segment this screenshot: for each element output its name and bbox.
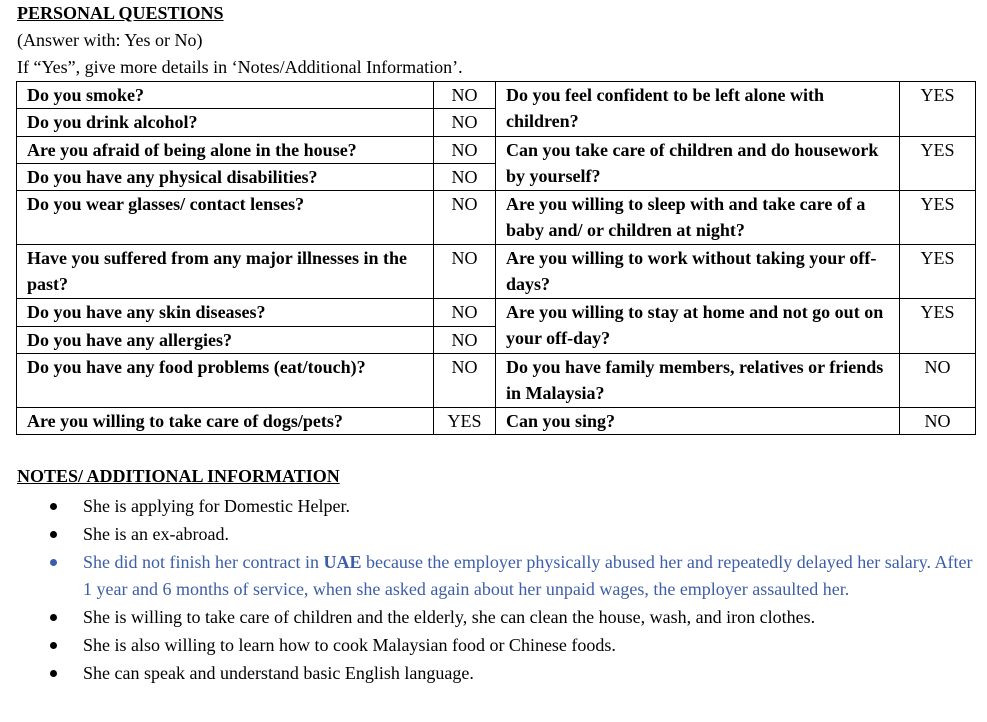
page-title: PERSONAL QUESTIONS <box>17 3 224 23</box>
question-cell: Do you have any allergies? <box>17 327 434 354</box>
bullet-icon <box>50 503 57 510</box>
bullet-icon <box>50 670 57 677</box>
answer-cell: YES <box>900 82 976 137</box>
question-cell: Do you have any skin diseases? <box>17 299 434 327</box>
note-text: She is willing to take care of children and the elderly, she can clean the house, wash, and iron clothes. <box>83 607 816 627</box>
question-cell: Can you take care of children and do housework by yourself? <box>496 137 900 191</box>
list-item-highlight <box>17 549 982 603</box>
answer-cell: YES <box>434 408 496 435</box>
question-cell: Are you afraid of being alone in the house? <box>17 137 434 164</box>
answer-cell: NO <box>434 191 496 245</box>
question-cell: Do you feel confident to be left alone with children? <box>496 82 900 137</box>
bullet-icon <box>50 559 57 566</box>
answer-cell: NO <box>434 82 496 109</box>
list-item <box>17 604 982 631</box>
answer-cell: NO <box>434 109 496 137</box>
question-cell: Do you drink alcohol? <box>17 109 434 137</box>
list-item <box>17 660 982 687</box>
notes-list <box>17 493 982 688</box>
question-cell: Do you have any food problems (eat/touch)? <box>17 354 434 408</box>
note-text-pre: She did not finish her contract in <box>83 552 324 572</box>
instruction-details-line: If “Yes”, give more details in ‘Notes/Additional Information’. <box>17 57 463 77</box>
question-cell: Are you willing to sleep with and take care of a baby and/ or children at night? <box>496 191 900 245</box>
list-item <box>17 632 982 659</box>
answer-cell: YES <box>900 191 976 245</box>
answer-cell: NO <box>434 245 496 299</box>
note-text-post: because the employer physically abused her and repeatedly delayed her salary. After 1 year and 6 months of service, when she asked again about her unpaid wages, the employer assaulted her. <box>83 552 973 599</box>
notes-title: NOTES/ ADDITIONAL INFORMATION <box>17 466 340 486</box>
bullet-icon <box>50 531 57 538</box>
personal-questions-table <box>16 81 976 435</box>
answer-cell: NO <box>900 354 976 408</box>
answer-cell: YES <box>900 137 976 191</box>
answer-cell: NO <box>434 164 496 191</box>
question-cell: Are you willing to stay at home and not go out on your off-day? <box>496 299 900 354</box>
list-item <box>17 493 982 520</box>
bullet-icon <box>50 642 57 649</box>
question-cell: Have you suffered from any major illnesses in the past? <box>17 245 434 299</box>
question-cell: Are you willing to take care of dogs/pets? <box>17 408 434 435</box>
note-country: UAE <box>323 552 362 572</box>
note-text: She is also willing to learn how to cook Malaysian food or Chinese foods. <box>83 635 616 655</box>
question-cell: Are you willing to work without taking your off-days? <box>496 245 900 299</box>
question-cell: Do you have any physical disabilities? <box>17 164 434 191</box>
bullet-icon <box>50 614 57 621</box>
instruction-line: (Answer with: Yes or No) <box>17 30 203 50</box>
list-item <box>17 521 982 548</box>
answer-cell: NO <box>900 408 976 435</box>
answer-cell: NO <box>434 137 496 164</box>
answer-cell: NO <box>434 354 496 408</box>
note-text: She is applying for Domestic Helper. <box>83 496 350 516</box>
question-cell: Do you smoke? <box>17 82 434 109</box>
answer-cell: NO <box>434 299 496 327</box>
note-text: She can speak and understand basic English language. <box>83 663 474 683</box>
answer-cell: NO <box>434 327 496 354</box>
answer-cell: YES <box>900 299 976 354</box>
question-cell: Do you wear glasses/ contact lenses? <box>17 191 434 245</box>
answer-cell: YES <box>900 245 976 299</box>
question-cell: Can you sing? <box>496 408 900 435</box>
question-cell: Do you have family members, relatives or friends in Malaysia? <box>496 354 900 408</box>
note-text: She is an ex-abroad. <box>83 524 229 544</box>
